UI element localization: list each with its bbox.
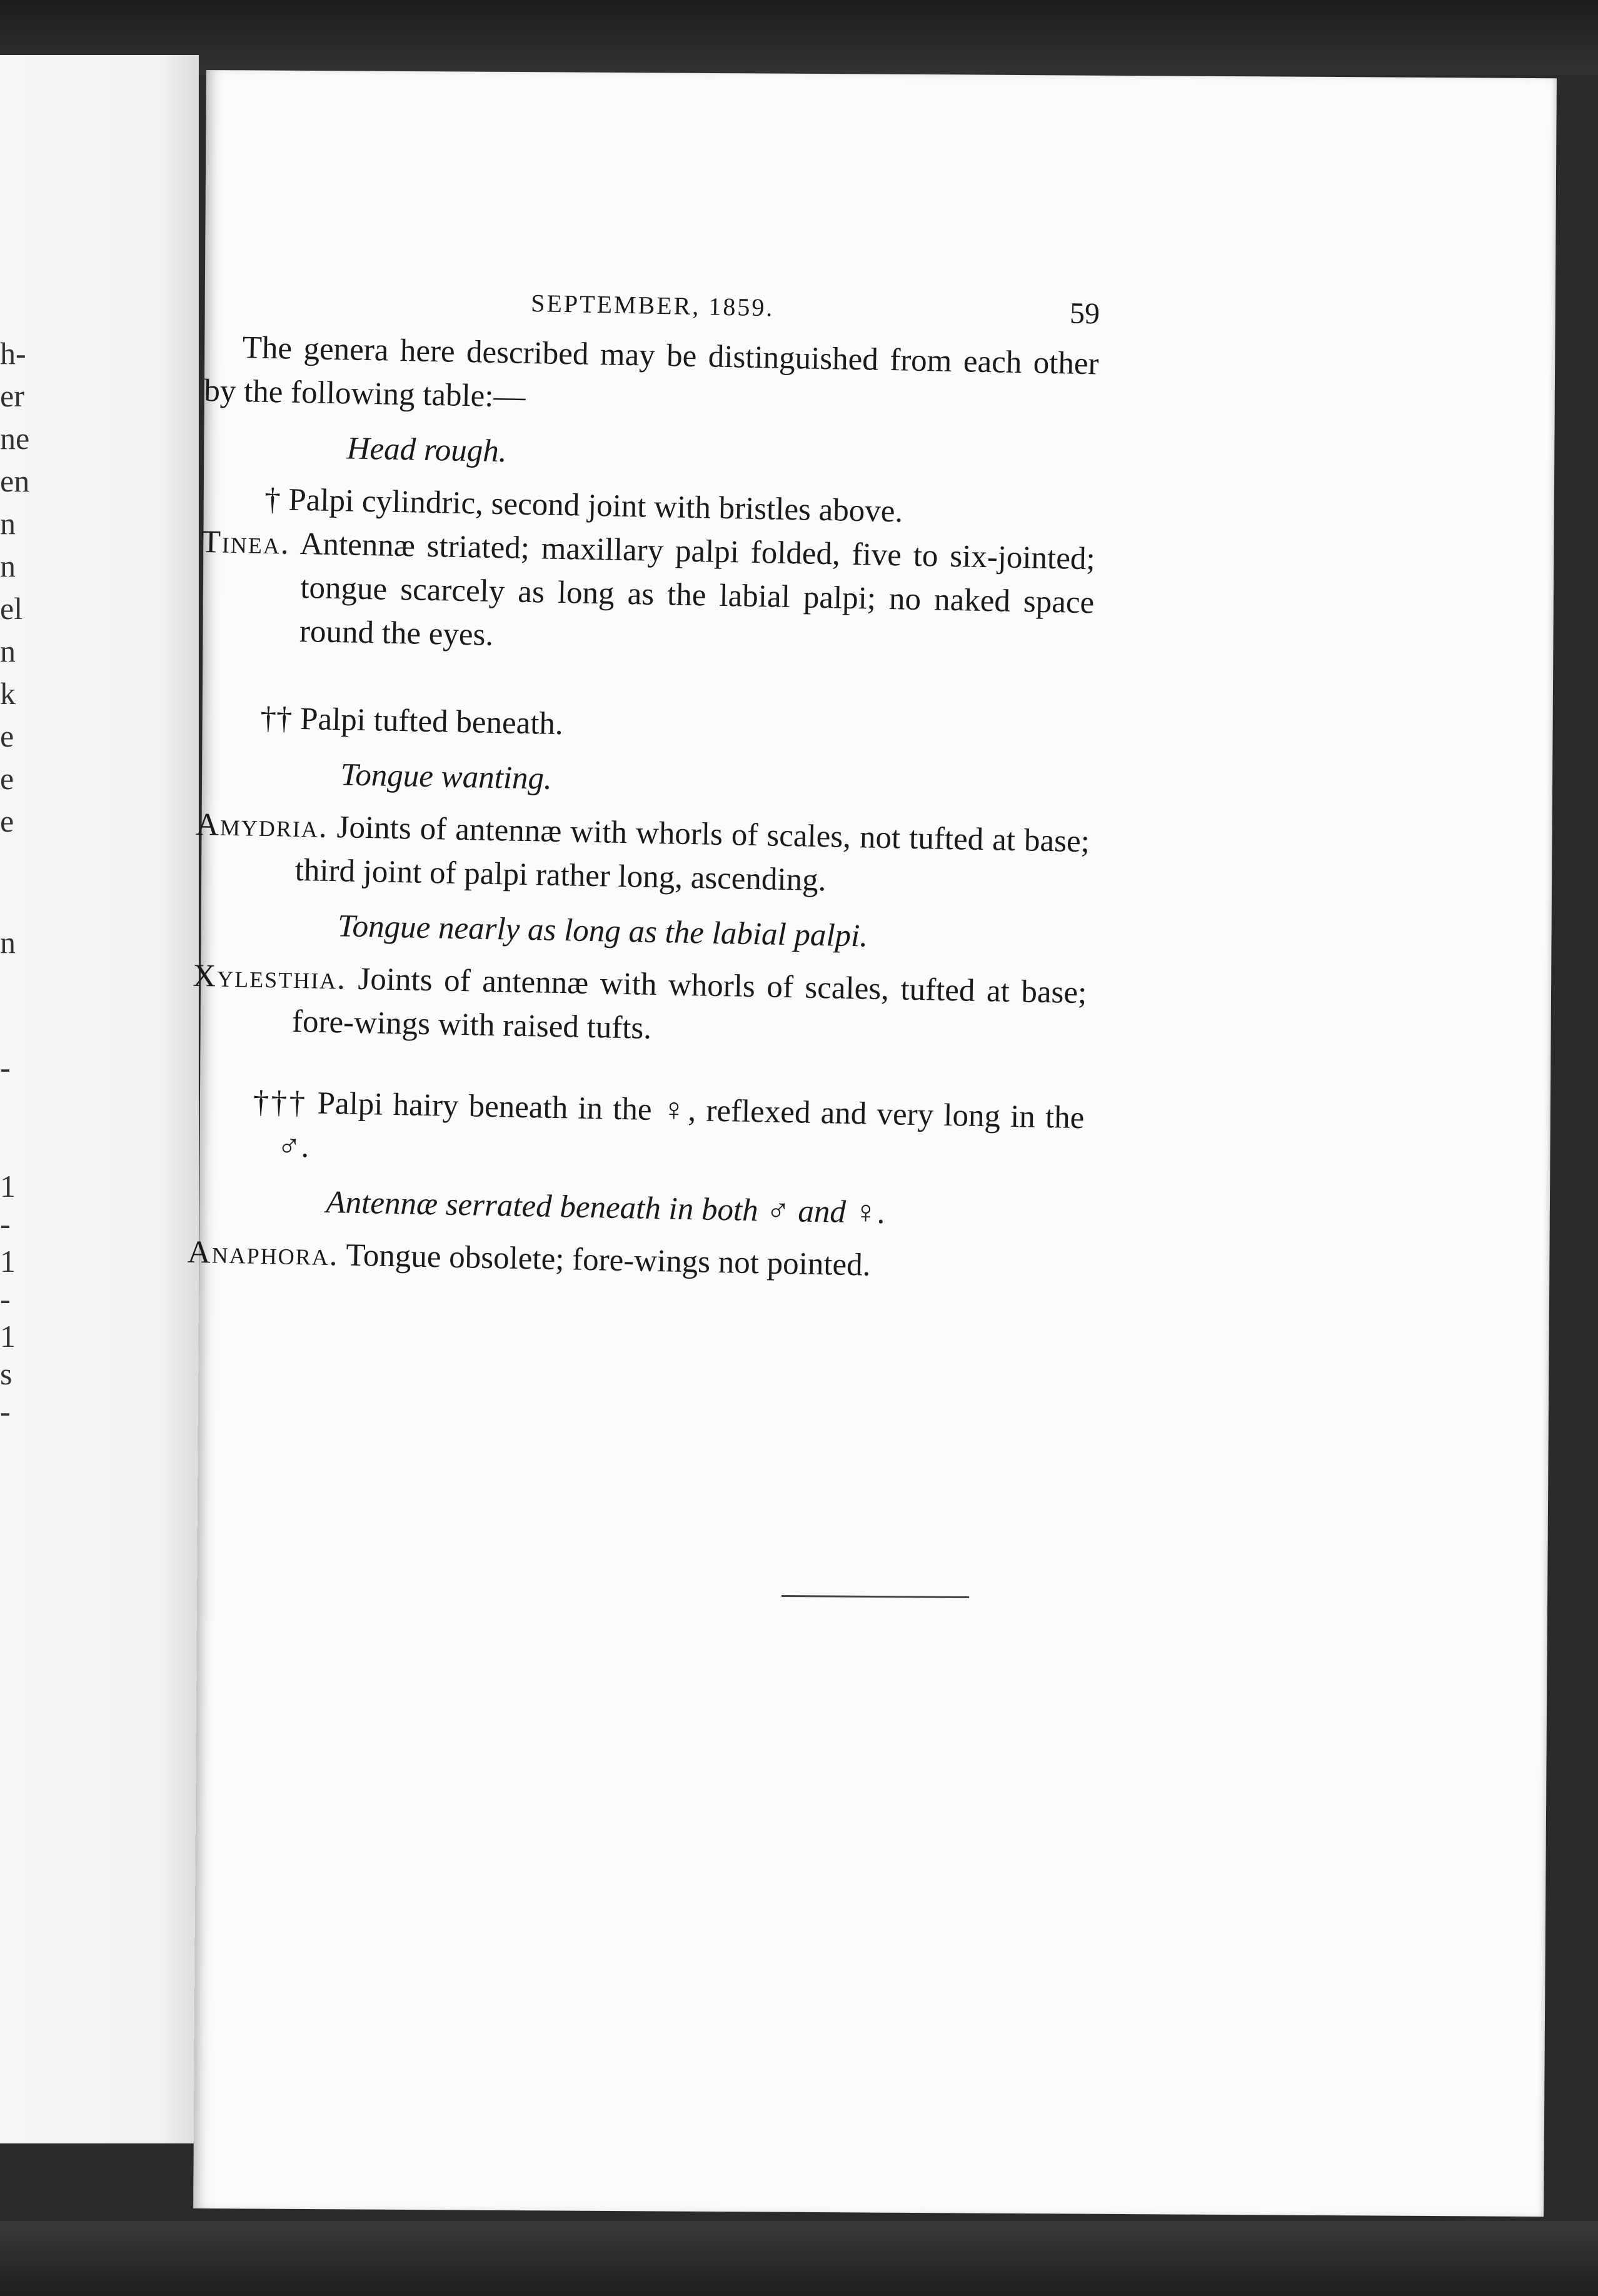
intro-paragraph: The genera here described may be distinguished from each other by the following table:— bbox=[203, 330, 1100, 415]
left-page-fragment: h- bbox=[0, 336, 26, 371]
page-number: 59 bbox=[1069, 296, 1100, 331]
left-page-fragment: - bbox=[0, 1206, 11, 1241]
genus-name: Amydria. bbox=[195, 807, 329, 845]
section-subhead: Head rough. bbox=[346, 431, 508, 470]
section-subhead: Antennæ serrated beneath in both ♂ and ♀. bbox=[326, 1184, 887, 1231]
left-page-fragment: e bbox=[0, 761, 14, 796]
left-page-fragment: - bbox=[0, 1281, 11, 1316]
left-page-fragment: - bbox=[0, 1394, 11, 1429]
left-page-fragment: n bbox=[0, 548, 16, 583]
genus-entry bbox=[191, 954, 1087, 1059]
left-page-fragment: er bbox=[0, 378, 24, 413]
left-page-fragment: s bbox=[0, 1356, 13, 1391]
left-page-fragment: n bbox=[0, 633, 16, 668]
left-page-fragment: e bbox=[0, 718, 14, 753]
left-page-fragment: k bbox=[0, 676, 16, 711]
key-line: † Palpi cylindric, second joint with bristles above. bbox=[264, 481, 903, 530]
genus-description: Tongue obsolete; fore-wings not pointed. bbox=[345, 1237, 871, 1283]
left-page-fragment: en bbox=[0, 463, 30, 498]
left-page-fragment: n bbox=[0, 925, 16, 960]
left-page-fragment: ne bbox=[0, 421, 30, 456]
key-line: ††† Palpi hairy beneath in the ♀, reflexed and very long in the ♂. bbox=[253, 1084, 1085, 1165]
scan-bottom-edge bbox=[0, 2221, 1598, 2296]
genus-entry bbox=[194, 803, 1090, 907]
left-page-fragment: 1 bbox=[0, 1169, 16, 1204]
left-page-fragment: - bbox=[0, 1050, 11, 1085]
genus-description: Joints of antennæ with whorls of scales, not tufted at base; third joint of palpi rather long, ascending. bbox=[294, 810, 1090, 899]
left-page-fragment: n bbox=[0, 506, 16, 541]
page-content bbox=[187, 275, 1100, 1291]
scan-top-edge bbox=[0, 0, 1598, 75]
genus-name: Anaphora. bbox=[187, 1234, 339, 1273]
left-page-fragment: e bbox=[0, 803, 14, 838]
genus-description: Joints of antennæ with whorls of scales, tufted at base; fore-wings with raised tufts. bbox=[291, 961, 1087, 1046]
genus-description: Antennæ striated; maxillary palpi folded, five to six-jointed; tongue scarcely as long as the labial palpi; no naked space round the eyes. bbox=[299, 526, 1096, 653]
section-subhead: Tongue nearly as long as the labial palpi. bbox=[337, 909, 868, 954]
genus-entry bbox=[199, 520, 1095, 668]
left-page-fragment: 1 bbox=[0, 1319, 16, 1354]
running-head-title: SEPTEMBER, 1859. bbox=[530, 288, 775, 322]
section-subhead: Tongue wanting. bbox=[340, 757, 553, 797]
key-line: †† Palpi tufted beneath. bbox=[259, 700, 564, 742]
left-page-fragment: el bbox=[0, 591, 23, 626]
left-page-fragment: 1 bbox=[0, 1244, 16, 1279]
genus-name: Tinea. bbox=[201, 524, 291, 561]
left-page bbox=[0, 55, 199, 2143]
genus-name: Xylesthia. bbox=[192, 958, 347, 997]
